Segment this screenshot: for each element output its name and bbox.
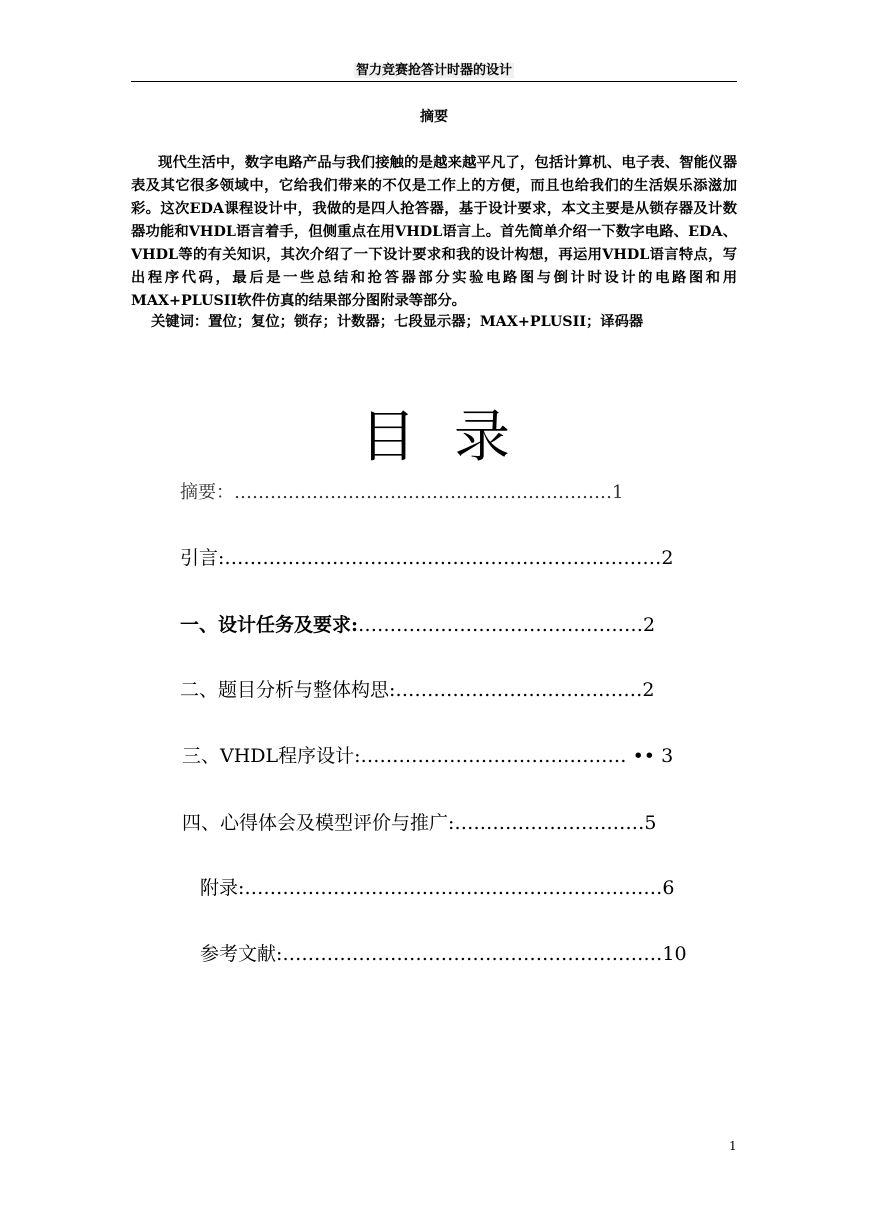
toc-entry-appendix[interactable] xyxy=(200,876,675,900)
toc-entry-references[interactable] xyxy=(200,942,687,966)
toc-entry-vhdl[interactable] xyxy=(182,744,673,768)
keywords: 关键词：置位；复位；锁存；计数器；七段显示器；MAX+PLUSII；译码器 xyxy=(151,314,644,330)
toc-entry-task[interactable] xyxy=(180,613,655,637)
toc-entry-label: 摘要： xyxy=(180,482,234,503)
toc-entry-summary[interactable] xyxy=(182,811,657,835)
toc-entry-dots: ………………………………………………………… xyxy=(244,877,663,899)
page-header xyxy=(131,60,737,82)
abstract-title: 摘要 xyxy=(420,109,448,125)
toc-entry-page: 10 xyxy=(662,943,687,965)
toc-entry-label: 参考文献: xyxy=(200,943,283,965)
toc-entry-label: 一、设计任务及要求: xyxy=(180,614,359,636)
toc-entry-label: 三、VHDL程序设计: xyxy=(182,745,361,767)
toc-entry-abstract[interactable] xyxy=(180,481,623,505)
page-number: 1 xyxy=(729,1139,737,1153)
toc-entry-page: 2 xyxy=(642,679,655,701)
toc-title: 目录 xyxy=(360,405,548,470)
toc-entry-page: 2 xyxy=(643,614,656,636)
header-title: 智力竞赛抢答计时器的设计 xyxy=(355,63,512,78)
toc-entry-page: 3 xyxy=(661,745,674,767)
toc-entry-analysis[interactable] xyxy=(180,678,655,702)
toc-entry-dots: ……………………………………… xyxy=(358,614,644,636)
toc-entry-label: 附录: xyxy=(200,877,245,899)
toc-entry-dots: …………………………………………………… xyxy=(282,943,663,965)
toc-entry-label: 二、题目分析与整体构思: xyxy=(180,679,396,701)
toc-entry-page: 2 xyxy=(661,547,674,569)
toc-entry-label: 引言: xyxy=(180,547,225,569)
toc-entry-page: 5 xyxy=(644,812,657,834)
toc-entry-page: 6 xyxy=(662,877,675,899)
toc-entry-label: 四、心得体会及模型评价与推广: xyxy=(182,812,455,834)
toc-entry-dots: ………………………… xyxy=(454,812,645,834)
toc-entry-dots: ……………………………………………………… xyxy=(234,482,612,503)
toc-entry-introduction[interactable] xyxy=(180,546,674,570)
toc-entry-dots: …………………………………………………………… xyxy=(224,547,662,569)
toc-entry-page: 1 xyxy=(612,482,624,503)
toc-entry-dots: …………………………………… •• xyxy=(360,745,656,767)
abstract-body: 现代生活中，数字电路产品与我们接触的是越来越平凡了，包括计算机、电子表、智能仪器表及其它很多领域中，它给我们带来的不仅是工作上的方便，而且也给我们的生活娱乐添滋加彩。这次EDA课程设计中，我做的是四人抢答器，基于设计要求，本文主要是从锁存器及计数器功能和VHDL语言着手，但侧重点在用VHDL语言上。首先简单介绍一下数字电路、EDA、VHDL等的有关知识，其次介绍了一下设计要求和我的设计构想，再运用VHDL语言特点，写出程序代码，最后是一些总结和抢答器部分实验电路图与倒计时设计的电路图和用MAX+PLUSII软件仿真的结果部分图附录等部分。 xyxy=(131,155,737,309)
toc-entry-dots: ………………………………… xyxy=(395,679,643,701)
